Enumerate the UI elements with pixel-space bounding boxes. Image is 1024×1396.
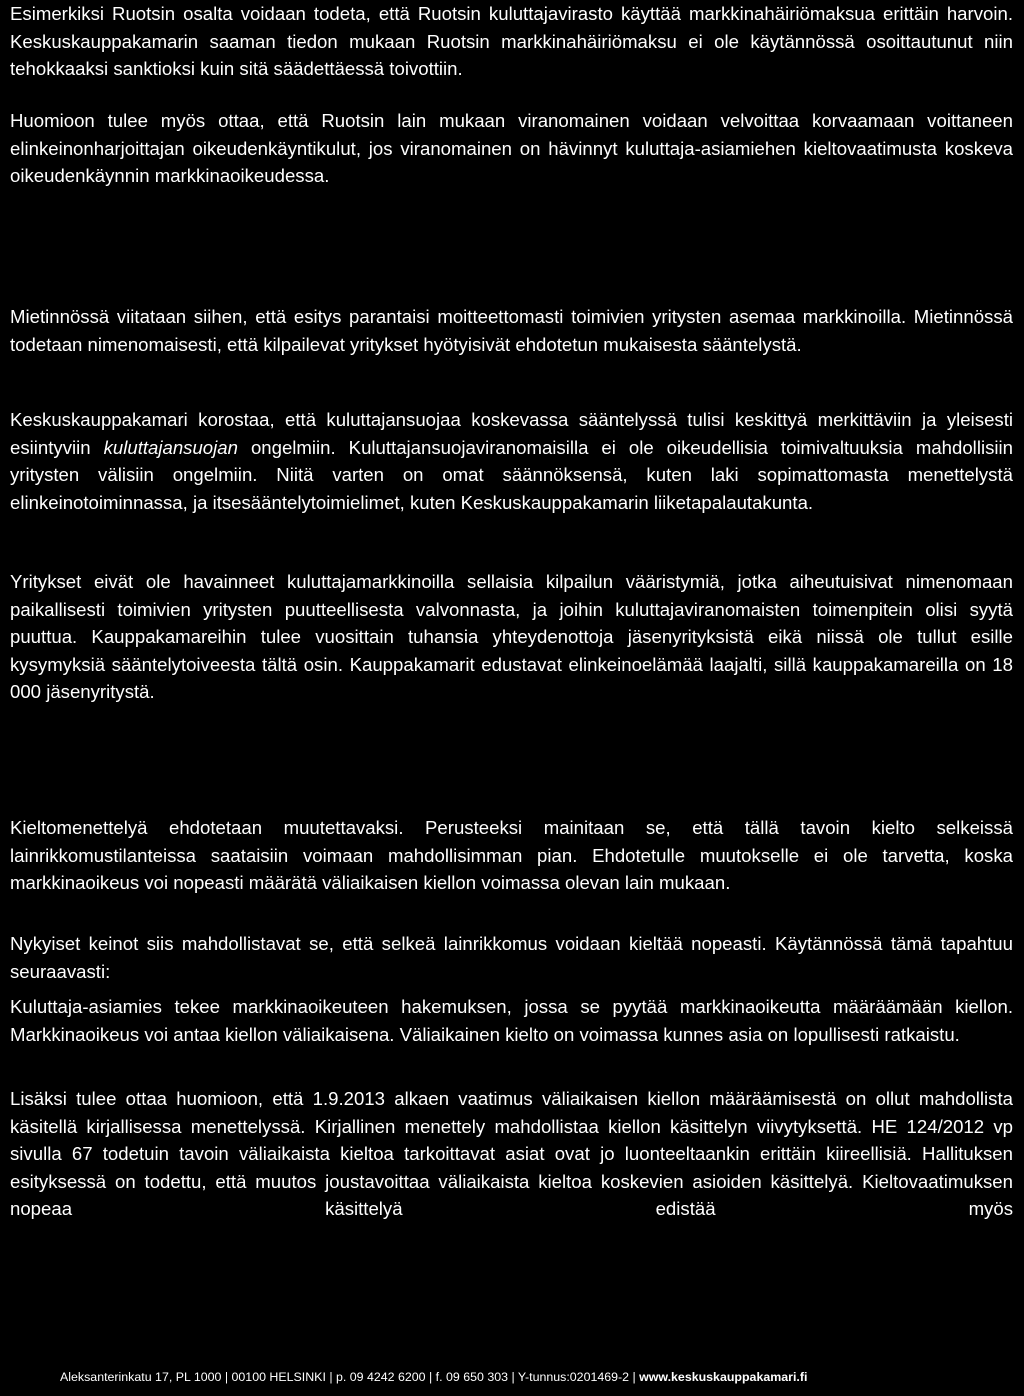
paragraph-litigation-costs: Huomioon tulee myös ottaa, että Ruotsin lain mukaan viranomainen voidaan velvoittaa korvaamaan voittaneen elinkeinonharjoittajan oikeudenkäyntikulut, jos viranomainen on hävinnyt kuluttaja-asiamiehen kieltovaatimusta koskeva oikeudenkäynnin markkinaoikeudessa. <box>10 110 1013 187</box>
paragraph-sweden-market-disruption-fee: Esimerkiksi Ruotsin osalta voidaan todeta, että Ruotsin kuluttajavirasto käyttää markkinahäiriömaksua erittäin harvoin. Keskuskauppakamarin saaman tiedon mukaan Ruotsin markkinahäiriömaksu ei ole käytännössä osoittautunut niin tehokkaaksi sanktioksi kuin sitä säädettäessä toivottiin. <box>10 3 1013 80</box>
paragraph-report-reference: Mietinnössä viitataan siihen, että esitys parantaisi moitteettomasti toimivien yritysten asemaa markkinoilla. Mietinnössä todetaan nimenomaisesti, että kilpailevat yritykset hyötyisivät ehdotetun mukaisesta sääntelystä. <box>10 306 1013 355</box>
paragraph-consumer-protection-focus <box>10 406 1013 516</box>
paragraph-competition-distortion: Yritykset eivät ole havainneet kuluttajamarkkinoilla sellaisia kilpailun vääristymiä, jotka aiheutuisivat nimenomaan paikallisesti toimivien yritysten puutteellisesta valvonnasta, ja joihin kuluttajaviranomaisten toimenpitein olisi syytä puuttua. Kauppakamareihin tulee vuosittain tuhansia yhteydenottoja jäsenyrityksistä eikä niissä ole tullut esille kysymyksiä sääntelytoiveesta tältä osin. Kauppakamarit edustavat elinkeinoelämää laajalti, sillä kauppakamareilla on 18 000 jäsenyritystä. <box>10 571 1013 703</box>
paragraph-written-procedure: Lisäksi tulee ottaa huomioon, että 1.9.2013 alkaen vaatimus väliaikaisen kiellon määräämisestä on ollut mahdollista käsitellä kirjallisessa menettelyssä. Kirjallinen menettely mahdollistaa kiellon käsittelyn viivytyksettä. HE 124/2012 vp sivulla 67 todetuin tavoin väliaikaista kieltoa tarkoittavat asiat ovat jo luonteeltaankin erittäin kiireellisiä. Hallituksen esityksessä on todettu, että muutos joustavoittaa väliaikaista kieltoa koskevien asioiden käsittelyä. Kieltovaatimuksen nopeaa käsittelyä edistää myös <box>10 1088 1013 1220</box>
paragraph-text-after-emphasis: ongelmiin. Kuluttajansuojaviranomaisilla ei ole oikeudellisia toimivaltuuksia mahdollisiin yritysten välisiin ongelmiin. Niitä varten on omat säännöksensä, kuten laki sopimattomasta menettelystä elinkeinotoiminnassa, ja itsesääntelytoimielimet, kuten Keskuskauppakamarin liiketapalautakunta. <box>10 436 1013 513</box>
paragraph-ombudsman-application: Kuluttaja-asiamies tekee markkinaoikeuteen hakemuksen, jossa se pyytää markkinaoikeutta määräämään kiellon. Markkinaoikeus voi antaa kiellon väliaikaisena. Väliaikainen kielto on voimassa kunnes asia on lopullisesti ratkaistu. <box>10 996 1013 1045</box>
paragraph-text-before-emphasis: Keskuskauppakamari korostaa, että kuluttajansuojaa koskevassa sääntelyssä tulisi keskittyä merkittäviin ja yleisesti esiintyviin <box>10 409 1013 458</box>
emphasized-term: kuluttajansuojan <box>103 436 238 458</box>
page-footer <box>60 1369 980 1385</box>
paragraph-current-means: Nykyiset keinot siis mahdollistavat se, että selkeä lainrikkomus voidaan kieltää nopeasti. Käytännössä tämä tapahtuu seuraavasti: <box>10 933 1013 982</box>
paragraph-injunction-procedure: Kieltomenettelyä ehdotetaan muutettavaksi. Perusteeksi mainitaan se, että tällä tavoin kielto selkeissä lainrikkomustilanteissa saataisiin voimaan mahdollisimman pian. Ehdotetulle muutokselle ei ole tarvetta, koska markkinaoikeus voi nopeasti määrätä väliaikaisen kiellon voimassa olevan lain mukaan. <box>10 817 1013 894</box>
footer-website-link[interactable]: www.keskuskauppakamari.fi <box>639 1370 808 1384</box>
footer-contact-info: Aleksanterinkatu 17, PL 1000 | 00100 HELSINKI | p. 09 4242 6200 | f. 09 650 303 | Y-tunnus:0201469-2 | <box>60 1370 640 1384</box>
